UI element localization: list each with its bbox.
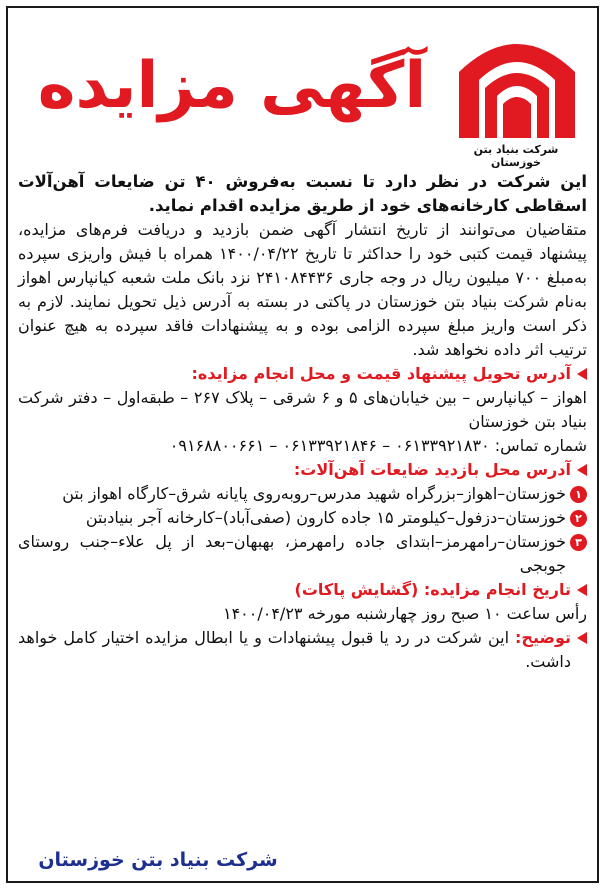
visit-item-text: خوزستان–رامهرمز–ابتدای جاده رامهرمز، بهبهان–بعد از پل علاء–جنب روستای جوبجی — [18, 532, 566, 575]
delivery-address: اهواز – کیانپارس – بین خیابان‌های ۵ و ۶ شرقی – پلاک ۲۶۷ – طبقه‌اول – دفتر شرکت بنیاد بتن خوزستان — [18, 388, 587, 431]
arrow-icon — [577, 464, 587, 476]
arrow-icon — [577, 368, 587, 380]
notice-header — [10, 10, 595, 168]
visit-item — [18, 530, 587, 578]
delivery-section-title — [18, 362, 587, 386]
number-badge: ۳ — [570, 534, 587, 551]
note-text: این شرکت در رد یا قبول پیشنهادات و یا ابطال مزایده اختیار کامل خواهد داشت. — [18, 628, 571, 671]
notice-title: آگهی مزایده — [37, 49, 427, 123]
notice-body — [18, 170, 587, 674]
arrow-icon — [577, 584, 587, 596]
visit-section-title — [18, 458, 587, 482]
number-badge: ۲ — [570, 510, 587, 527]
date-section-title — [18, 578, 587, 602]
body-paragraph: متقاضیان می‌توانند از تاریخ انتشار آگهی ضمن بازدید و دریافت فرم‌های مزایده، پیشنهاد قیمت کتبی خود را حداکثر تا تاریخ ۱۴۰۰/۰۴/۲۲ همراه با فیش واریزی سپرده به‌مبلغ ۷۰۰ میلیون ریال در وجه جاری ۲۴۱۰۸۴۴۳۶ نزد بانک ملت شعبه کیانپارس اهواز به‌نام شرکت بنیاد بتن خوزستان در پاکتی در بسته به آدرس ذیل تحویل نمایند. لازم به ذکر است واریز مبلغ سپرده الزامی بوده و به پیشنهادات فاقد سپرده به هیچ عنوان ترتیب اثر داده نخواهد شد. — [18, 220, 588, 359]
visit-item — [18, 506, 587, 530]
auction-date: رأس ساعت ۱۰ صبح روز چهارشنبه مورخه ۱۴۰۰/۰۴/۲۳ — [222, 604, 587, 623]
visit-item-text: خوزستان–اهواز–بزرگراه شهید مدرس–روبه‌روی پایانه شرق–کارگاه اهواز بتن — [62, 484, 566, 503]
delivery-title: آدرس تحویل پیشنهاد قیمت و محل انجام مزایده: — [191, 364, 571, 383]
visit-item — [18, 482, 587, 506]
date-title: تاریخ انجام مزایده: (گشایش پاکات) — [294, 580, 571, 599]
intro-paragraph: این شرکت در نظر دارد تا نسبت به‌فروش ۴۰ تن ضایعات آهن‌آلات اسقاطی کارخانه‌های خود از طریق مزایده اقدام نماید. — [18, 172, 588, 215]
note-label: توضیح: — [515, 628, 571, 647]
phone-numbers: شماره تماس: ۰۶۱۳۳۹۲۱۸۳۰ – ۰۶۱۳۳۹۲۱۸۴۶ – ۰۹۱۶۸۸۰۰۶۶۱ — [169, 436, 587, 455]
footer-company-name: شرکت بنیاد بتن خوزستان — [38, 849, 278, 871]
visit-item-text: خوزستان–دزفول–کیلومتر ۱۵ جاده کارون (صفی‌آباد)–کارخانه آجر بنیادبتن — [85, 508, 566, 527]
note-line — [18, 626, 571, 674]
company-caption: شرکت بنیاد بتن خوزستان — [473, 143, 559, 169]
visit-title: آدرس محل بازدید ضایعات آهن‌آلات: — [293, 460, 571, 479]
note-section — [18, 626, 587, 674]
auction-notice — [6, 6, 599, 883]
arrow-icon — [577, 632, 587, 644]
number-badge: ۱ — [570, 486, 587, 503]
